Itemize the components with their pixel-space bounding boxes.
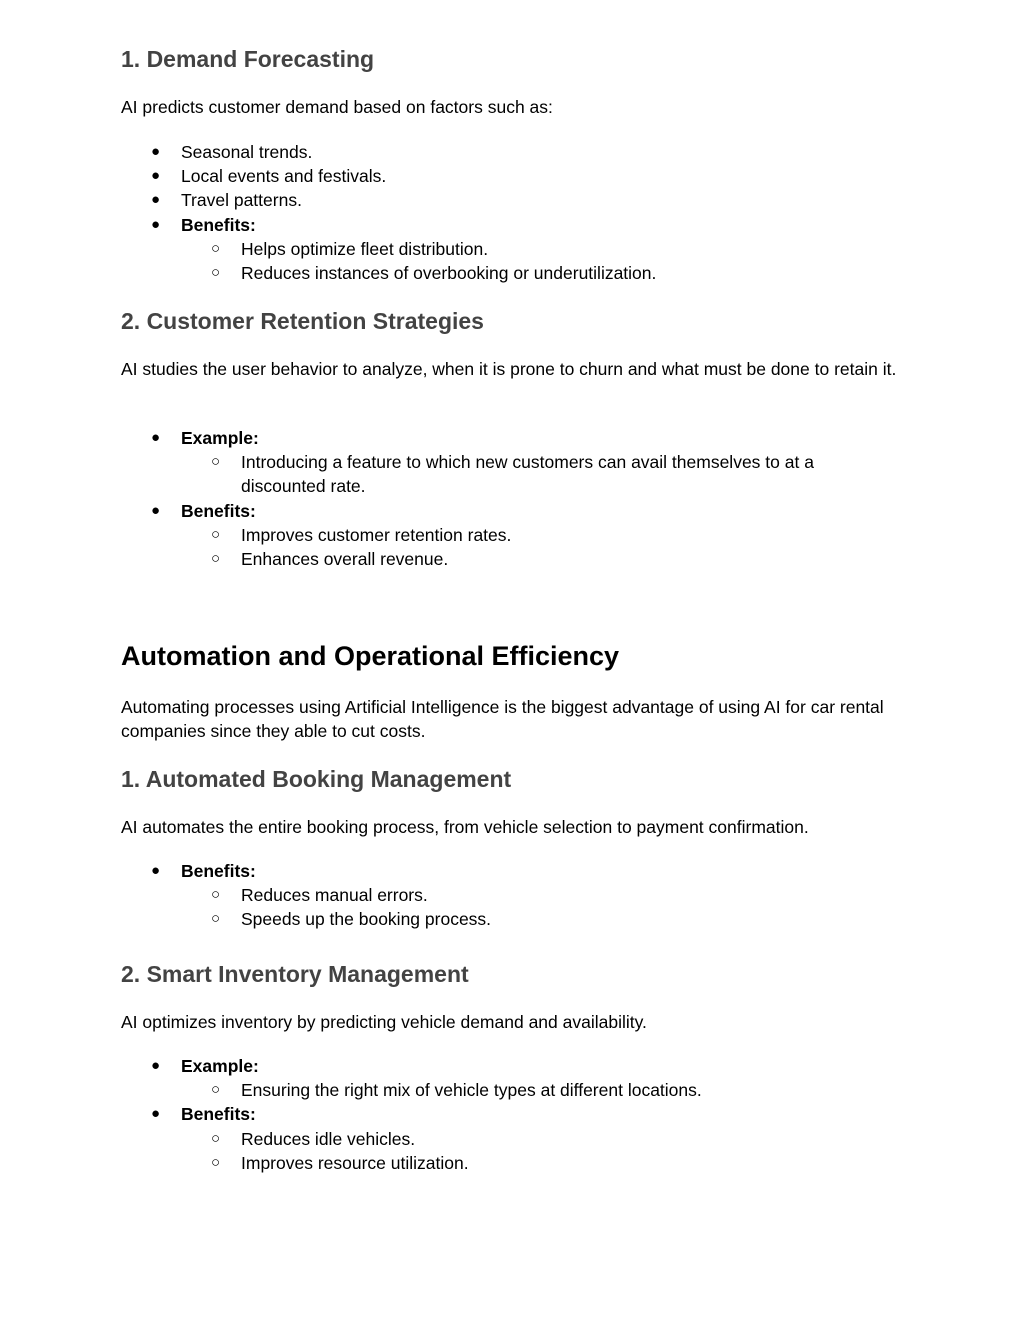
list-item-text: Reduces idle vehicles. xyxy=(241,1128,416,1149)
list-item-text: Enhances overall revenue. xyxy=(241,549,449,570)
sub-list-item xyxy=(121,547,901,571)
bullet-hollow-icon: ○ xyxy=(211,453,221,471)
benefits-label: Benefits: xyxy=(181,861,256,881)
bullet-hollow-icon: ○ xyxy=(211,1081,221,1099)
sub-list-item xyxy=(121,237,901,261)
list-item-text: Reduces instances of overbooking or underutilization. xyxy=(241,263,657,284)
sub-list-item xyxy=(121,523,901,547)
bullet-hollow-icon: ○ xyxy=(211,1153,221,1171)
bullet-filled-icon: ● xyxy=(151,1057,161,1074)
bullet-hollow-icon: ○ xyxy=(211,239,221,257)
bullet-filled-icon: ● xyxy=(151,143,161,160)
paragraph-inventory-intro: AI optimizes inventory by predicting vehicle demand and availability. xyxy=(121,1012,647,1032)
bullet-filled-icon: ● xyxy=(151,501,161,519)
bullet-filled-icon: ● xyxy=(151,215,161,233)
sub-list-item xyxy=(121,1127,901,1151)
list-item-text: Ensuring the right mix of vehicle types at different locations. xyxy=(241,1080,702,1101)
list-item-text: Helps optimize fleet distribution. xyxy=(241,238,489,259)
paragraph-automation-intro: Automating processes using Artificial Intelligence is the biggest advantage of using AI for car rental companies since they able to cut costs. xyxy=(121,697,884,742)
example-label: Example: xyxy=(181,1056,259,1076)
heading-demand-forecasting: 1. Demand Forecasting xyxy=(121,46,375,72)
list-item-text: Speeds up the booking process. xyxy=(241,909,492,930)
benefits-label: Benefits: xyxy=(181,214,256,235)
list-item-benefits xyxy=(121,859,901,883)
list-item-benefits xyxy=(121,213,901,237)
heading-inventory-management: 2. Smart Inventory Management xyxy=(121,961,469,987)
list-demand xyxy=(121,140,901,285)
sub-list-item xyxy=(121,1078,901,1102)
bullet-hollow-icon: ○ xyxy=(211,910,221,928)
list-item-text: Seasonal trends. xyxy=(181,142,313,162)
bullet-filled-icon: ● xyxy=(151,1105,161,1123)
sub-list-item xyxy=(121,450,861,498)
list-item-benefits xyxy=(121,1102,901,1126)
sub-list-item xyxy=(121,261,901,285)
paragraph-demand-intro: AI predicts customer demand based on factors such as: xyxy=(121,97,553,117)
list-item-example xyxy=(121,1054,901,1078)
list-item-example xyxy=(121,426,901,450)
bullet-hollow-icon: ○ xyxy=(211,886,221,904)
bullet-filled-icon: ● xyxy=(151,191,161,209)
bullet-filled-icon: ● xyxy=(151,862,161,879)
list-item-text: Reduces manual errors. xyxy=(241,885,428,906)
paragraph-booking-intro: AI automates the entire booking process, from vehicle selection to payment confirmation. xyxy=(121,817,809,837)
heading-booking-management: 1. Automated Booking Management xyxy=(121,766,512,792)
paragraph-retention-intro: AI studies the user behavior to analyze, when it is prone to churn and what must be done to retain it. xyxy=(121,359,897,379)
list-inventory xyxy=(121,1054,901,1175)
list-retention xyxy=(121,426,901,571)
bullet-hollow-icon: ○ xyxy=(211,550,221,568)
example-label: Example: xyxy=(181,428,259,448)
list-item-text: Improves customer retention rates. xyxy=(241,524,512,545)
bullet-hollow-icon: ○ xyxy=(211,1129,221,1147)
list-item-text: Travel patterns. xyxy=(181,190,302,211)
bullet-filled-icon: ● xyxy=(151,167,161,185)
list-item-text: Improves resource utilization. xyxy=(241,1152,469,1173)
list-item-text: Local events and festivals. xyxy=(181,166,387,187)
list-item xyxy=(121,164,901,188)
bullet-filled-icon: ● xyxy=(151,429,161,446)
bullet-hollow-icon: ○ xyxy=(211,264,221,282)
benefits-label: Benefits: xyxy=(181,1104,256,1125)
heading-automation: Automation and Operational Efficiency xyxy=(121,641,620,671)
list-booking xyxy=(121,859,901,932)
heading-customer-retention: 2. Customer Retention Strategies xyxy=(121,308,484,334)
bullet-hollow-icon: ○ xyxy=(211,525,221,543)
sub-list-item xyxy=(121,1151,901,1175)
list-item-text: Introducing a feature to which new customers can avail themselves to at a discounted rate. xyxy=(241,452,814,497)
list-item xyxy=(121,140,901,164)
list-item xyxy=(121,188,901,212)
sub-list-item xyxy=(121,883,901,907)
sub-list-item xyxy=(121,907,901,931)
benefits-label: Benefits: xyxy=(181,500,256,521)
list-item-benefits xyxy=(121,499,901,523)
